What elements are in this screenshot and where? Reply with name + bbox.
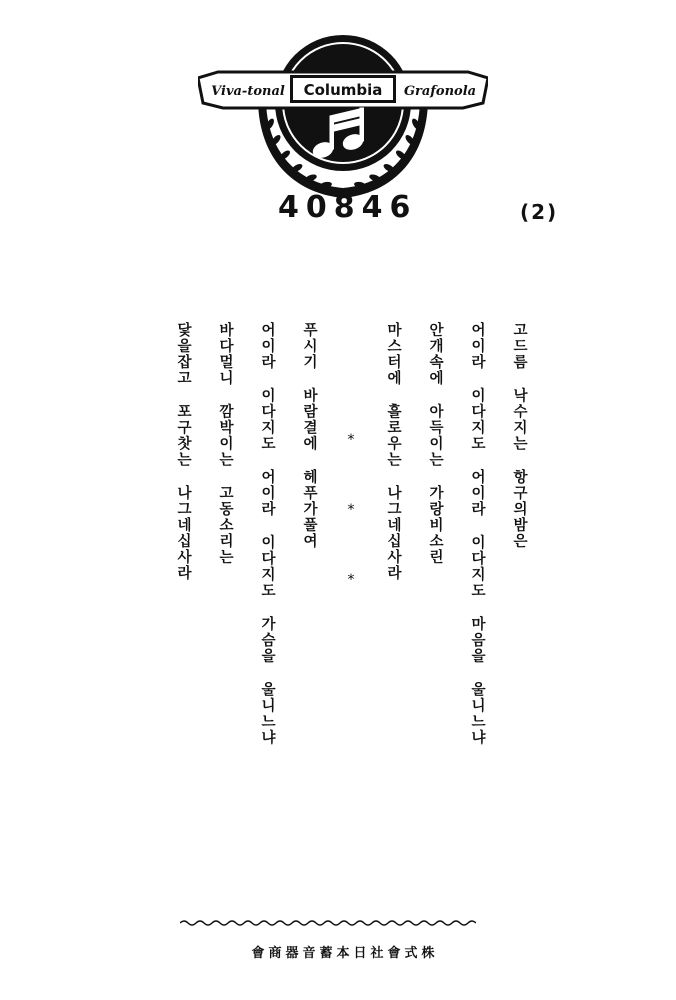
side-number: (2): [520, 200, 559, 224]
lyric-line: 고드름 낙수지는 항구의밤은: [511, 322, 527, 549]
lyric-line: 어이라 이다지도 어이라 이다지도 가슴을 울니느냐: [259, 322, 275, 746]
lyric-line: 푸시기 바람결에 헤푸가풀여: [301, 322, 317, 549]
columbia-logo: [198, 28, 488, 203]
catalog-number: 40846: [278, 190, 418, 225]
publisher-name: 會商器音蓄本日社會式株: [251, 946, 439, 961]
lyric-line: 어이라 이다지도 어이라 이다지도 마음을 울니느냐: [469, 322, 485, 746]
logo-left-text: Viva-tonal: [211, 84, 285, 99]
lyric-line: 안개속에 아득이는 가랑비소린: [427, 322, 443, 565]
lyrics-block: [140, 322, 540, 782]
wavy-divider: [180, 918, 476, 928]
logo-right-text: Grafonola: [403, 84, 477, 99]
logo-center-text: Columbia: [303, 81, 383, 99]
section-divider-stars: * * *: [343, 432, 359, 590]
lyric-line: 바다멀니 깜박이는 고동소리는: [217, 322, 233, 565]
lyric-line: 마스터에 흘로우는 나그네십사라: [385, 322, 401, 581]
lyric-line: 닻을잡고 포구찻는 나그네십사라: [175, 322, 191, 581]
